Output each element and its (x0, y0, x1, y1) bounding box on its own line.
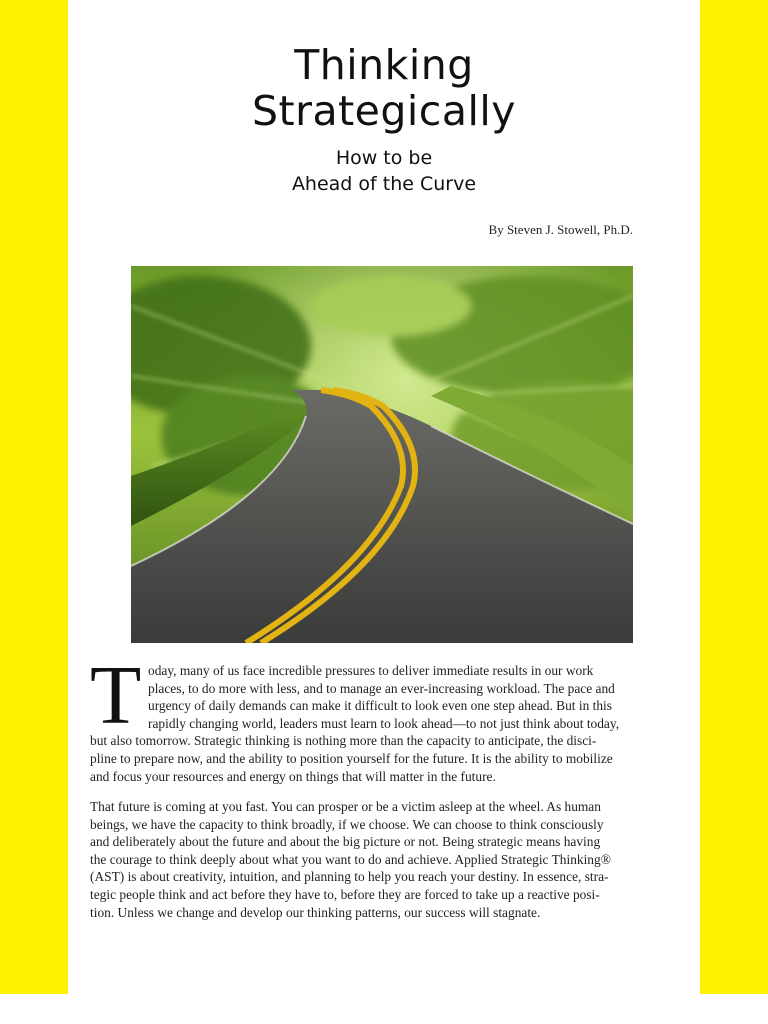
subtitle-line-2: Ahead of the Curve (291, 173, 477, 195)
document-page (68, 0, 700, 1024)
paragraph-2-line: beings, we have the capacity to think broadly, if we choose. We can choose to think consciously (90, 816, 604, 832)
paragraph-1-line: and focus your resources and energy on things that will matter in the future. (90, 768, 496, 784)
paragraph-2-line: and deliberately about the future and about the big picture or not. Being strategic means having (90, 834, 601, 850)
paragraph-1-line: but also tomorrow. Strategic thinking is nothing more than the capacity to anticipate, the disci- (90, 733, 597, 749)
paragraph-2-line: That future is coming at you fast. You can prosper or be a victim asleep at the wheel. As human (90, 799, 601, 814)
road-photo (131, 266, 633, 643)
left-yellow-band (0, 0, 68, 994)
paragraph-2-line: (AST) is about creativity, intuition, and planning to help you reach your destiny. In essence, stra- (90, 869, 609, 885)
subtitle-line-1: How to be (335, 147, 433, 169)
right-yellow-band (700, 0, 768, 994)
paragraph-1-line: rapidly changing world, leaders must learn to look ahead—to not just think about today, (148, 715, 620, 731)
paragraph-2-line: the courage to think deeply about what you want to do and achieve. Applied Strategic Thinking® (90, 851, 611, 867)
paragraph-1-line: urgency of daily demands can make it difficult to look even one step ahead. But in this (148, 698, 612, 714)
paragraph-2-line: tegic people think and act before they have to, before they are forced to take up a reactive posi- (90, 886, 600, 902)
drop-cap: T (90, 649, 142, 742)
paragraph-1-line: pline to prepare now, and the ability to position yourself for the future. It is the ability to mobilize (90, 750, 613, 766)
paragraph-1 (90, 649, 680, 785)
paragraph-1-line: oday, many of us face incredible pressures to deliver immediate results in our work (148, 663, 594, 678)
paragraph-1-line: places, to do more with less, and to manage an ever-increasing workload. The pace and (148, 680, 615, 696)
paragraph-2 (90, 798, 680, 921)
byline: By Steven J. Stowell, Ph.D. (488, 222, 633, 237)
title-line-2: Strategically (251, 87, 516, 135)
paragraph-2-line: tion. Unless we change and develop our thinking patterns, our success will stagnate. (90, 904, 541, 920)
title-line-1: Thinking (294, 41, 474, 89)
